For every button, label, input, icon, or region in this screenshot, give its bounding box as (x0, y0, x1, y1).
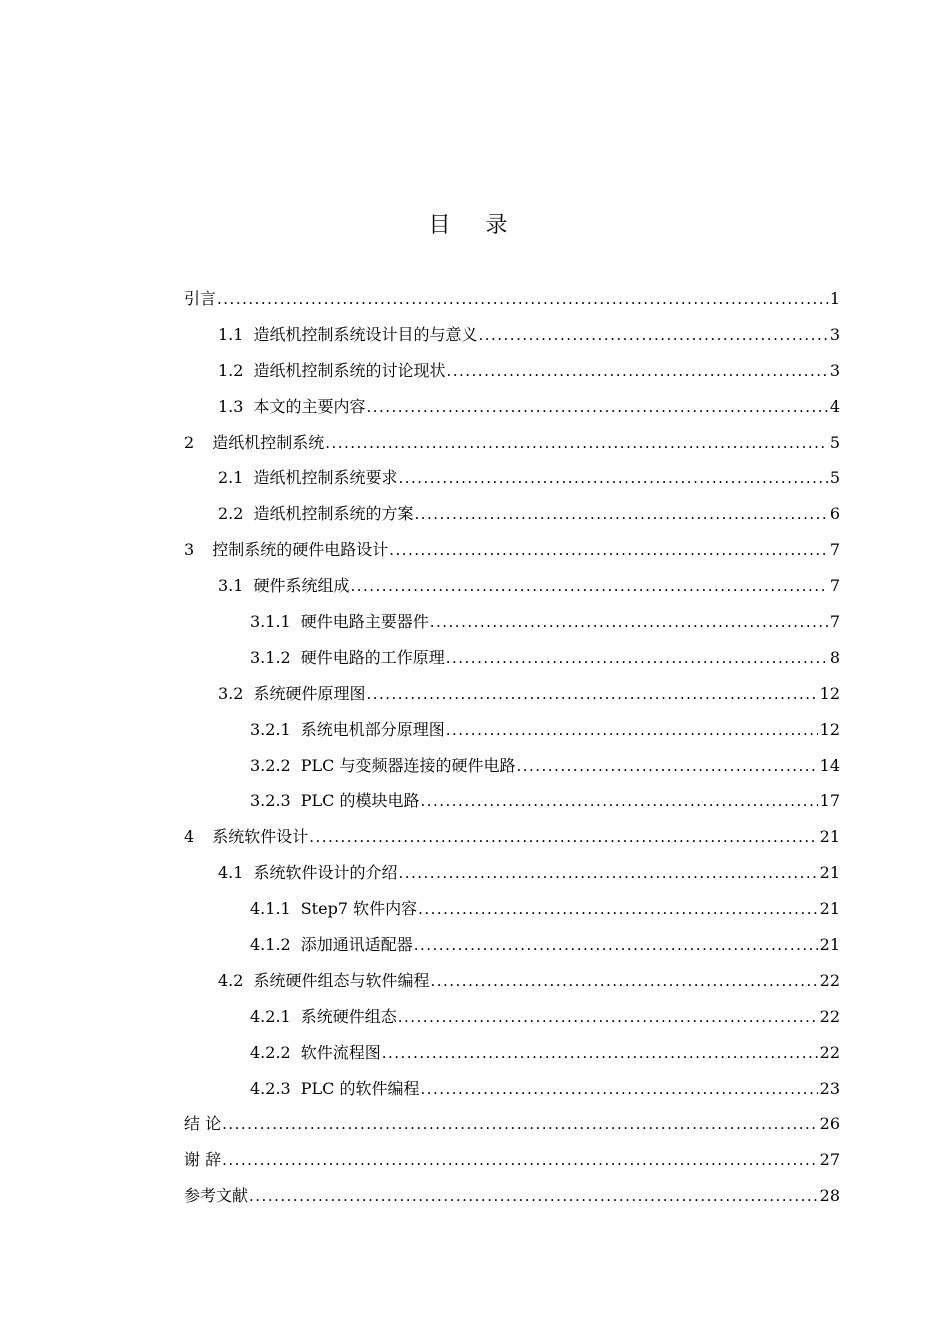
toc-page-number: 1 (829, 289, 840, 308)
page-title: 目 录 (428, 213, 522, 238)
toc-entry[interactable] (184, 1038, 840, 1074)
toc-entry-title: 谢 辞 (184, 1150, 222, 1170)
toc-dot-leader (418, 894, 818, 924)
toc-entry-number: 3 (184, 540, 195, 560)
toc-dot-leader (516, 751, 817, 781)
toc-entry-number: 2.2 (218, 504, 244, 524)
toc-entry[interactable] (184, 356, 840, 392)
toc-page-number: 7 (829, 540, 840, 560)
toc-dot-leader (446, 643, 828, 673)
toc-entry-number: 2.1 (218, 468, 244, 488)
toc-entry[interactable] (184, 786, 840, 822)
toc-entry[interactable] (184, 822, 840, 858)
toc-entry-title: 系统软件设计的介绍 (253, 863, 398, 883)
toc-entry[interactable] (184, 1145, 840, 1181)
toc-page-number: 22 (819, 1042, 840, 1062)
toc-entry-title: 造纸机控制系统的方案 (253, 504, 414, 524)
toc-dot-leader (217, 284, 828, 314)
toc-entry-title: 添加通讯适配器 (300, 935, 413, 955)
toc-dot-leader (420, 1074, 817, 1104)
toc-entry-title: 造纸机控制系统的讨论现状 (253, 360, 446, 380)
toc-dot-leader (398, 1002, 818, 1032)
toc-dot-leader (249, 1181, 818, 1211)
toc-entry-title: 引言 (184, 289, 217, 308)
toc-entry-number: 1.3 (218, 396, 244, 416)
toc-entry-number: 4.2.2 (250, 1042, 291, 1062)
toc-page-number: 21 (819, 899, 840, 919)
toc-page-number: 8 (829, 647, 840, 667)
toc-entry-number: 3.2.2 (250, 755, 291, 775)
toc-entry-title: 软件流程图 (300, 1042, 381, 1062)
toc-page-number: 3 (829, 360, 840, 380)
toc-dot-leader (382, 1038, 818, 1068)
toc-page-number: 28 (819, 1186, 840, 1206)
toc-entry[interactable] (184, 1109, 840, 1145)
toc-entry-title: 系统软件设计 (212, 827, 309, 847)
toc-entry[interactable] (184, 571, 840, 607)
toc-dot-leader (398, 858, 817, 888)
toc-dot-leader (430, 607, 828, 637)
toc-page-number: 3 (829, 324, 840, 344)
toc-entry-title: 系统硬件组态与软件编程 (253, 970, 430, 990)
toc-entry-title: 硬件电路的工作原理 (300, 647, 445, 667)
toc-entry-number: 3.1 (218, 576, 244, 596)
toc-entry[interactable] (184, 499, 840, 535)
toc-dot-leader (366, 679, 817, 709)
toc-page-number: 17 (819, 791, 840, 811)
toc-entry-number: 4 (184, 827, 195, 847)
toc-page-number: 27 (819, 1150, 840, 1170)
toc-page-number: 21 (819, 935, 840, 955)
toc-page-number: 12 (819, 719, 840, 739)
toc-entry-title: PLC 的软件编程 (300, 1078, 420, 1098)
toc-page-number: 21 (819, 863, 840, 883)
toc-page-number: 26 (819, 1114, 840, 1134)
toc-entry-title: 系统硬件组态 (300, 1006, 397, 1026)
toc-dot-leader (222, 1109, 818, 1139)
toc-page-number: 14 (819, 755, 840, 775)
toc-page-number: 21 (819, 827, 840, 847)
toc-entry-title: 造纸机控制系统 (212, 432, 325, 452)
toc-entry[interactable] (184, 607, 840, 643)
toc-entry-title: Step7 软件内容 (300, 899, 418, 919)
toc-entry-number: 1.1 (218, 324, 244, 344)
toc-entry-number: 4.1 (218, 863, 244, 883)
toc-entry-number: 3.1.2 (250, 647, 291, 667)
toc-entry-number: 4.2.1 (250, 1006, 291, 1026)
toc-dot-leader (325, 428, 828, 458)
toc-entry-title: 系统电机部分原理图 (300, 719, 445, 739)
toc-dot-leader (414, 930, 818, 960)
toc-entry[interactable] (184, 930, 840, 966)
toc-entry[interactable] (184, 858, 840, 894)
toc-entry[interactable] (184, 320, 840, 356)
toc-dot-leader (222, 1145, 818, 1175)
toc-entry-title: 系统硬件原理图 (253, 683, 366, 703)
toc-dot-leader (446, 356, 827, 386)
toc-entry-title: 结 论 (184, 1114, 222, 1134)
toc-entry-title: 造纸机控制系统要求 (253, 468, 398, 488)
toc-entry-title: 硬件系统组成 (253, 576, 350, 596)
toc-entry-number: 4.2.3 (250, 1078, 291, 1098)
toc-entry[interactable] (184, 966, 840, 1002)
toc-entry[interactable] (184, 1002, 840, 1038)
toc-dot-leader (350, 571, 827, 601)
toc-dot-leader (446, 715, 818, 745)
table-of-contents (184, 284, 840, 1217)
toc-entry-number: 4.1.2 (250, 935, 291, 955)
toc-entry-number: 3.2.3 (250, 791, 291, 811)
toc-dot-leader (430, 966, 817, 996)
toc-page-number: 4 (829, 396, 840, 416)
toc-dot-leader (478, 320, 827, 350)
toc-entry-title: 本文的主要内容 (253, 396, 366, 416)
toc-page-number: 5 (829, 432, 840, 452)
toc-entry-title: PLC 与变频器连接的硬件电路 (300, 755, 516, 775)
toc-entry[interactable] (184, 679, 840, 715)
toc-entry[interactable] (184, 894, 840, 930)
toc-entry[interactable] (184, 1074, 840, 1110)
toc-entry[interactable] (184, 751, 840, 787)
toc-dot-leader (366, 392, 827, 422)
toc-page-number: 6 (829, 504, 840, 524)
toc-entry[interactable] (184, 535, 840, 571)
toc-page-number: 7 (829, 612, 840, 632)
toc-entry[interactable] (184, 1181, 840, 1217)
toc-entry[interactable] (184, 463, 840, 499)
toc-page-number: 7 (829, 576, 840, 596)
toc-entry-number: 4.2 (218, 970, 244, 990)
toc-entry[interactable] (184, 392, 840, 428)
toc-entry-title: 参考文献 (184, 1186, 249, 1206)
toc-entry-title: 硬件电路主要器件 (300, 612, 429, 632)
toc-dot-leader (414, 499, 827, 529)
toc-entry-title: 控制系统的硬件电路设计 (212, 540, 389, 560)
toc-page-number: 22 (819, 1006, 840, 1026)
toc-dot-leader (389, 535, 828, 565)
toc-entry[interactable] (184, 643, 840, 679)
toc-entry-number: 3.2.1 (250, 719, 291, 739)
toc-dot-leader (420, 786, 817, 816)
toc-page-number: 22 (819, 970, 840, 990)
toc-entry-title: PLC 的模块电路 (300, 791, 420, 811)
toc-entry-number: 2 (184, 432, 195, 452)
toc-page-number: 23 (819, 1078, 840, 1098)
toc-entry[interactable] (184, 284, 840, 320)
toc-dot-leader (309, 822, 817, 852)
toc-page-number: 12 (819, 683, 840, 703)
toc-entry-number: 3.2 (218, 683, 244, 703)
toc-entry[interactable] (184, 428, 840, 464)
toc-entry-title: 造纸机控制系统设计目的与意义 (253, 324, 478, 344)
toc-entry-number: 4.1.1 (250, 899, 291, 919)
toc-dot-leader (398, 463, 827, 493)
toc-entry[interactable] (184, 715, 840, 751)
toc-page-number: 5 (829, 468, 840, 488)
toc-entry-number: 1.2 (218, 360, 244, 380)
toc-entry-number: 3.1.1 (250, 612, 291, 632)
